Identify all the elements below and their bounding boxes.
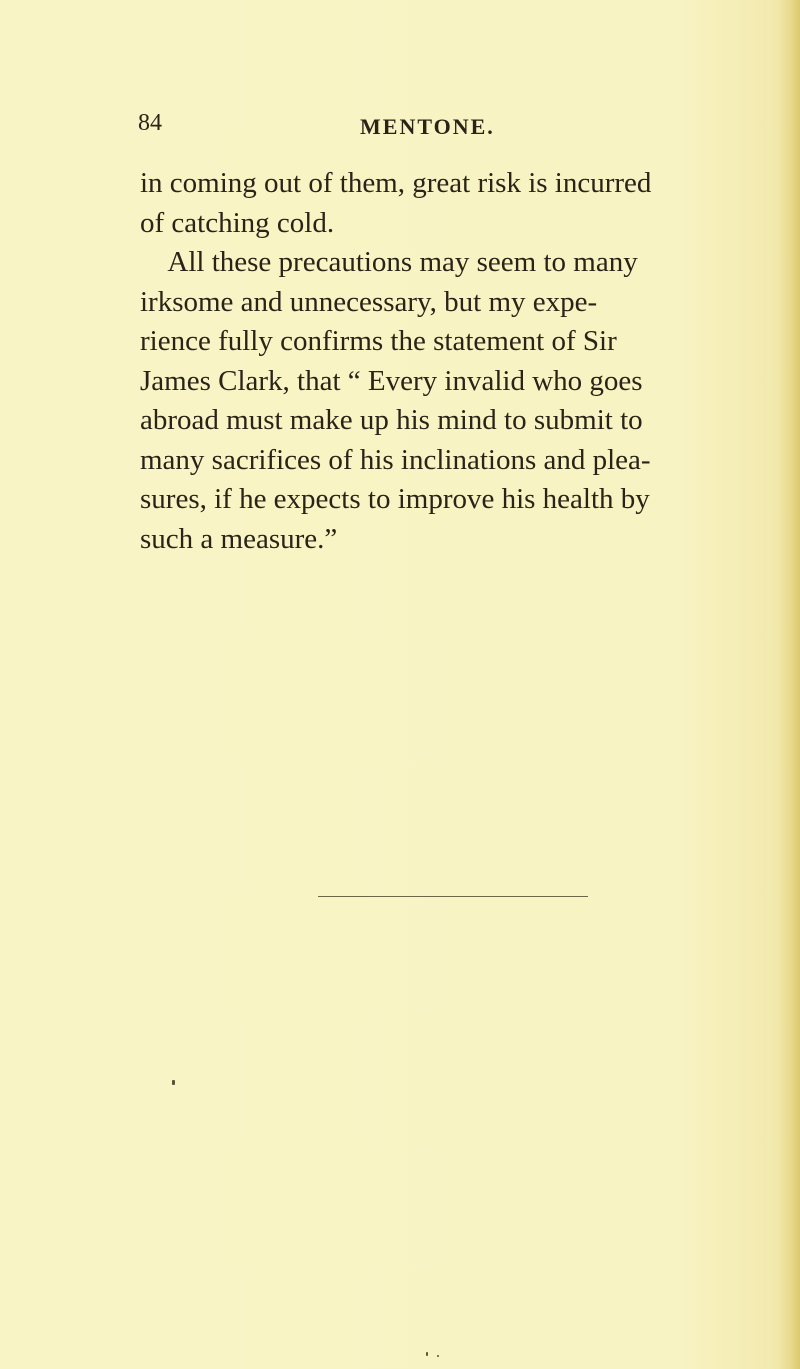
text-line: irksome and unnecessary, but my expe- — [140, 285, 598, 318]
text-line: of catching cold. — [140, 206, 335, 239]
text-line: sures, if he expects to improve his health by — [140, 483, 650, 515]
text-line: many sacrifices of his inclinations and plea- — [140, 443, 651, 476]
page-edge-shadow — [778, 0, 800, 1369]
text-line: rience fully confirms the statement of Sir — [140, 325, 617, 357]
text-line: abroad must make up his mind to submit to — [140, 404, 643, 436]
body-text — [140, 164, 770, 559]
text-line: in coming out of them, great risk is incurred — [140, 167, 652, 199]
ink-speck — [426, 1352, 428, 1356]
ink-speck — [172, 1080, 175, 1085]
ink-speck — [437, 1355, 439, 1357]
page-number: 84 — [138, 110, 162, 136]
page-header — [0, 110, 800, 142]
running-title: MENTONE. — [360, 114, 495, 139]
text-line: James Clark, that “ Every invalid who goes — [140, 364, 643, 397]
text-line: All these precautions may seem to many — [140, 246, 638, 278]
section-rule — [318, 896, 588, 897]
text-line: such a measure.” — [140, 522, 338, 555]
